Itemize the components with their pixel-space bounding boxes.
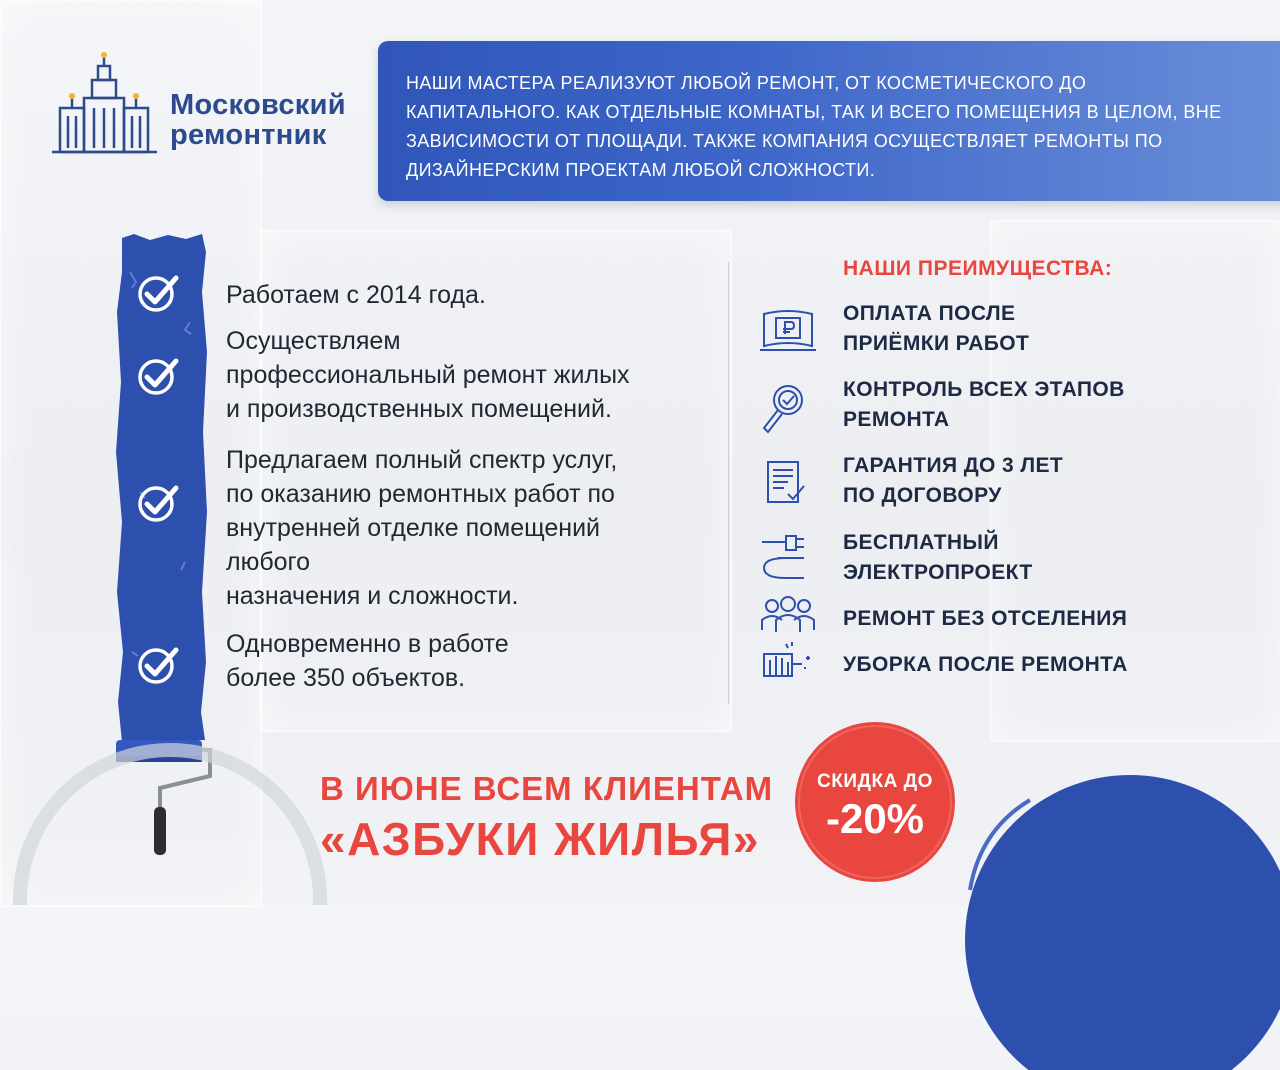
advantage-line: УБОРКА ПОСЛЕ РЕМОНТА bbox=[843, 653, 1128, 676]
advantage-line: РЕМОНТ БЕЗ ОТСЕЛЕНИЯ bbox=[843, 607, 1128, 630]
discount-value: -20% bbox=[825, 795, 925, 842]
logo-text bbox=[170, 90, 346, 150]
advantage-item bbox=[843, 375, 1125, 435]
promo-line-1: В ИЮНЕ ВСЕМ КЛИЕНТАМ bbox=[320, 770, 774, 807]
intro-banner bbox=[378, 41, 1280, 201]
building-icon bbox=[52, 52, 162, 156]
check-icon bbox=[136, 482, 180, 526]
fact-item bbox=[226, 324, 630, 426]
fact-item bbox=[226, 278, 486, 312]
people-group-icon bbox=[758, 594, 818, 646]
fact-line: внутренней отделке помещений bbox=[226, 514, 601, 542]
fact-line: и производственных помещений. bbox=[226, 395, 612, 423]
ruble-note-icon bbox=[758, 304, 818, 356]
advantage-line: ОПЛАТА ПОСЛЕ bbox=[843, 302, 1016, 325]
cleaning-hand-icon bbox=[758, 640, 818, 692]
divider bbox=[728, 262, 729, 704]
fact-line: профессиональный ремонт жилых bbox=[226, 361, 630, 389]
advantage-item bbox=[843, 650, 1128, 680]
advantage-line: ПО ДОГОВОРУ bbox=[843, 484, 1002, 507]
fact-line: Одновременно в работе bbox=[226, 630, 509, 658]
advantage-item bbox=[843, 528, 1033, 588]
advantage-item bbox=[843, 451, 1063, 511]
fact-line: Предлагаем полный спектр услуг, bbox=[226, 446, 618, 474]
fact-line: любого bbox=[226, 548, 311, 576]
advantage-line: ПРИЁМКИ РАБОТ bbox=[843, 332, 1030, 355]
advantage-line: ЭЛЕКТРОПРОЕКТ bbox=[843, 561, 1033, 584]
fact-item bbox=[226, 627, 509, 695]
intro-text: НАШИ МАСТЕРА РЕАЛИЗУЮТ ЛЮБОЙ РЕМОНТ, ОТ КОСМЕТИЧЕСКОГО ДО КАПИТАЛЬНОГО. КАК ОТДЕЛЬНЫЕ КОМНАТЫ, ТАК И ВСЕГО ПОМЕЩЕНИЯ В ЦЕЛОМ, ВНЕ ЗАВИСИМОСТИ ОТ ПЛОЩАДИ. ТАКЖЕ КОМПАНИЯ ОСУЩЕСТВЛЯЕТ РЕМОНТЫ ПО ДИЗАЙНЕРСКИМ ПРОЕКТАМ ЛЮБОЙ СЛОЖНОСТИ. bbox=[406, 73, 1222, 180]
fact-line: по оказанию ремонтных работ по bbox=[226, 480, 615, 508]
decorative-blue-circle bbox=[940, 770, 1280, 1070]
check-icon bbox=[136, 644, 180, 688]
advantage-line: РЕМОНТА bbox=[843, 408, 950, 431]
advantages-title: НАШИ ПРЕИМУЩЕСТВА: bbox=[843, 257, 1113, 280]
fact-line: Работаем с 2014 года. bbox=[226, 281, 486, 309]
discount-label: СКИДКА ДО bbox=[817, 771, 933, 792]
check-icon bbox=[136, 355, 180, 399]
advantage-line: ГАРАНТИЯ ДО 3 ЛЕТ bbox=[843, 454, 1064, 477]
logo-line-2: ремонтник bbox=[170, 119, 327, 151]
advantage-line: БЕСПЛАТНЫЙ bbox=[843, 531, 999, 554]
fact-line: более 350 объектов. bbox=[226, 664, 466, 692]
company-logo bbox=[52, 52, 372, 162]
promo-line-2: «АЗБУКИ ЖИЛЬЯ» bbox=[320, 813, 760, 865]
decorative-ring bbox=[0, 700, 340, 905]
document-check-icon bbox=[758, 458, 818, 510]
fact-line: назначения и сложности. bbox=[226, 582, 519, 610]
check-icon bbox=[136, 272, 180, 316]
advantage-item bbox=[843, 299, 1029, 359]
magnifier-check-icon bbox=[758, 382, 818, 434]
logo-line-1: Московский bbox=[170, 89, 346, 121]
advantage-line: КОНТРОЛЬ ВСЕХ ЭТАПОВ bbox=[843, 378, 1125, 401]
fact-line: Осуществляем bbox=[226, 327, 401, 355]
advantage-item bbox=[843, 604, 1127, 634]
fact-item bbox=[226, 443, 617, 613]
plug-cable-icon bbox=[758, 534, 818, 586]
